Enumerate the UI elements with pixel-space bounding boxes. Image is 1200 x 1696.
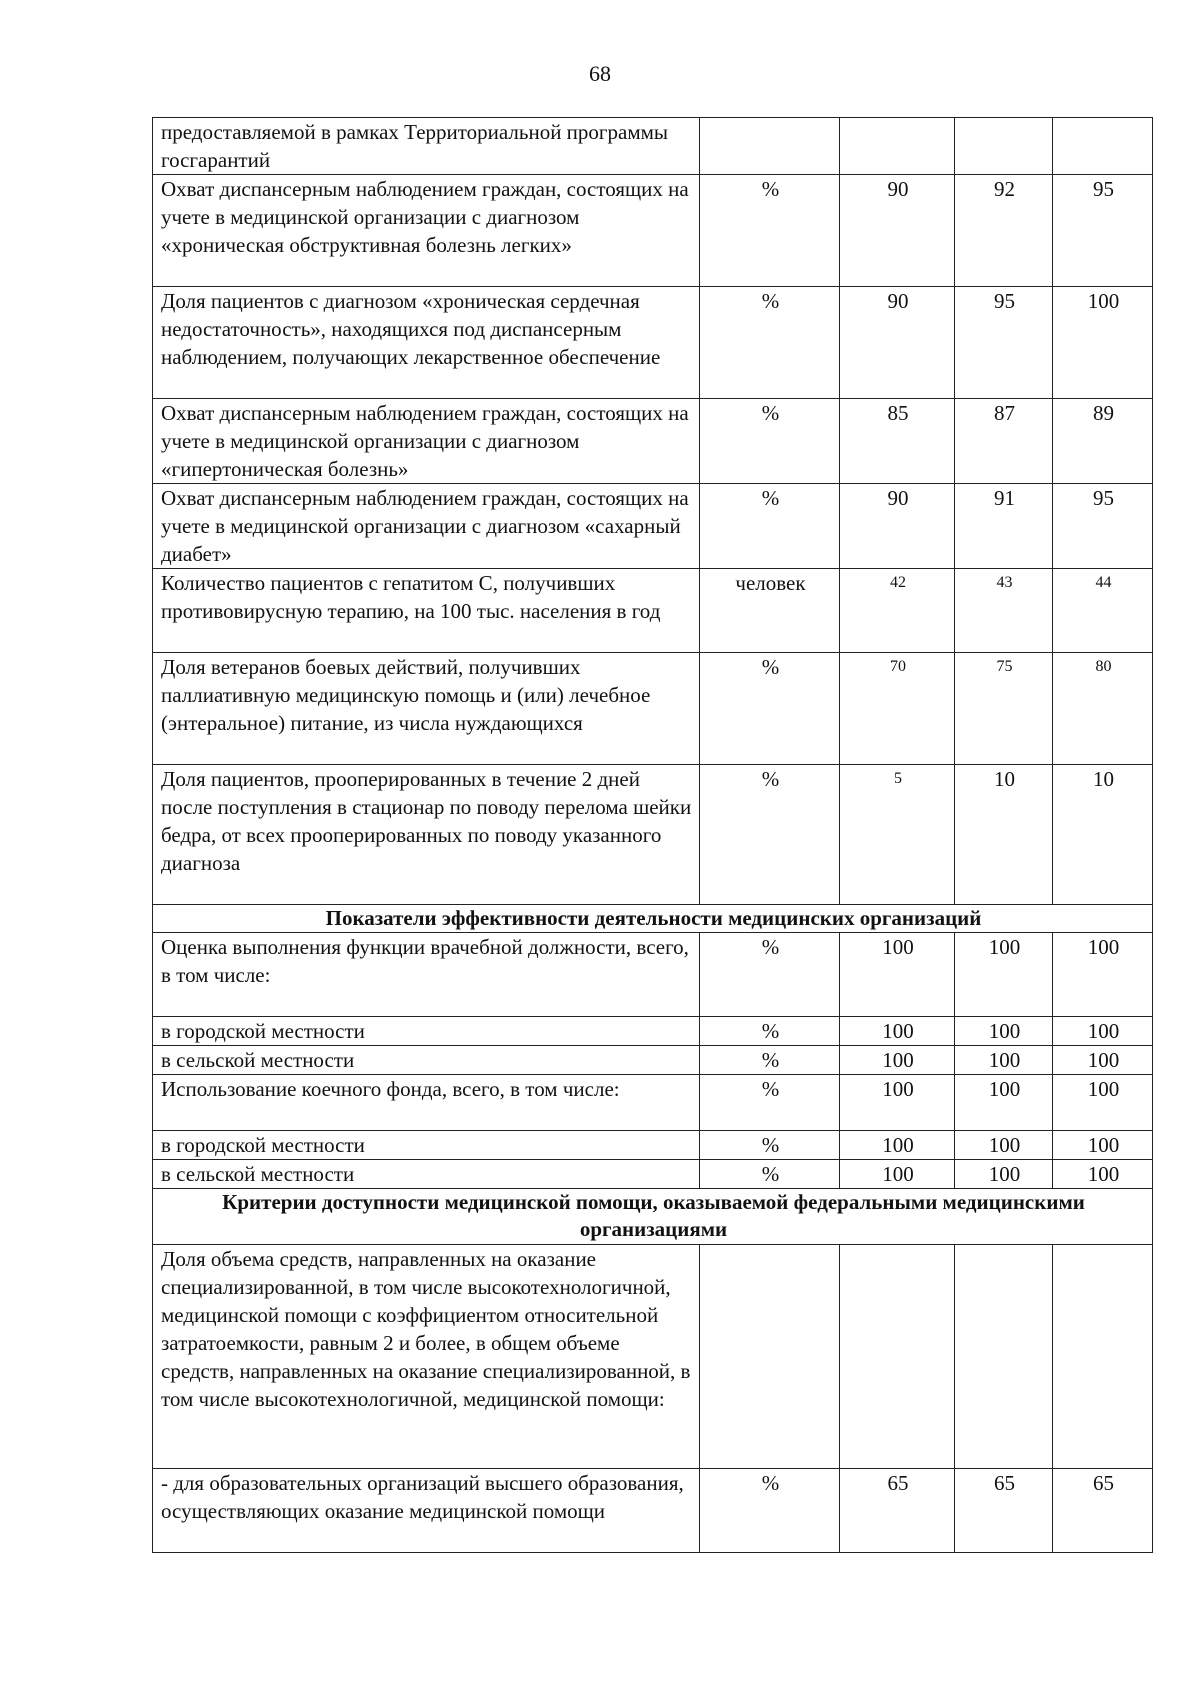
value-year-2: 100 xyxy=(955,1017,1053,1046)
value-year-1: 100 xyxy=(840,1075,955,1131)
value-year-3 xyxy=(1053,1245,1153,1469)
indicator-name: Охват диспансерным наблюдением граждан, состоящих на учете в медицинской организации с диагнозом «хроническая обструктивная болезнь легких» xyxy=(153,175,700,287)
indicator-unit: % xyxy=(700,765,840,905)
indicator-unit: % xyxy=(700,175,840,287)
indicators-table xyxy=(152,117,1153,1553)
table-row xyxy=(153,653,1153,765)
indicator-name: в городской местности xyxy=(153,1131,700,1160)
value-year-2: 95 xyxy=(955,287,1053,399)
indicator-unit: % xyxy=(700,653,840,765)
value-year-3: 95 xyxy=(1053,175,1153,287)
value-year-3: 100 xyxy=(1053,933,1153,1017)
section-header-row xyxy=(153,1189,1153,1245)
table-row xyxy=(153,1017,1153,1046)
value-year-1: 100 xyxy=(840,1046,955,1075)
section-title-efficiency: Показатели эффективности деятельности медицинских организаций xyxy=(153,905,1153,933)
table-row xyxy=(153,118,1153,175)
value-year-1: 100 xyxy=(840,1131,955,1160)
indicator-name: Доля объема средств, направленных на оказание специализированной, в том числе высокотехнологичной, медицинской помощи с коэффициентом относительной затратоемкости, равным 2 и более, в общем объеме средств, направленных на оказание специализированной, в том числе высокотехнологичной, медицинской помощи: xyxy=(153,1245,700,1469)
value-year-2: 65 xyxy=(955,1469,1053,1553)
value-year-2: 10 xyxy=(955,765,1053,905)
table-row xyxy=(153,287,1153,399)
value-year-1: 100 xyxy=(840,933,955,1017)
value-year-3: 100 xyxy=(1053,287,1153,399)
table-row xyxy=(153,1131,1153,1160)
table-row xyxy=(153,1160,1153,1189)
value-year-2 xyxy=(955,1245,1053,1469)
table-row xyxy=(153,765,1153,905)
indicator-name: Количество пациентов с гепатитом С, получивших противовирусную терапию, на 100 тыс. населения в год xyxy=(153,569,700,653)
section-header-row xyxy=(153,905,1153,933)
value-year-3: 80 xyxy=(1053,653,1153,765)
section-title-federal: Критерии доступности медицинской помощи, оказываемой федеральными медицинскими организациями xyxy=(153,1189,1153,1245)
indicator-unit: % xyxy=(700,399,840,484)
value-year-1: 70 xyxy=(840,653,955,765)
value-year-1: 100 xyxy=(840,1017,955,1046)
value-year-1 xyxy=(840,118,955,175)
value-year-1: 85 xyxy=(840,399,955,484)
indicator-unit: % xyxy=(700,287,840,399)
value-year-3: 100 xyxy=(1053,1160,1153,1189)
value-year-3: 100 xyxy=(1053,1046,1153,1075)
indicator-name: в сельской местности xyxy=(153,1046,700,1075)
indicator-name: предоставляемой в рамках Территориальной программы госгарантий xyxy=(153,118,700,175)
table-row xyxy=(153,175,1153,287)
value-year-2 xyxy=(955,118,1053,175)
indicator-name: Доля ветеранов боевых действий, получивших паллиативную медицинскую помощь и (или) лечебное (энтеральное) питание, из числа нуждающихся xyxy=(153,653,700,765)
value-year-1: 90 xyxy=(840,175,955,287)
value-year-3: 100 xyxy=(1053,1131,1153,1160)
table-row xyxy=(153,1075,1153,1131)
indicator-unit xyxy=(700,1245,840,1469)
indicator-name: Охват диспансерным наблюдением граждан, состоящих на учете в медицинской организации с диагнозом «гипертоническая болезнь» xyxy=(153,399,700,484)
value-year-1: 90 xyxy=(840,287,955,399)
indicator-unit: % xyxy=(700,1131,840,1160)
value-year-3: 44 xyxy=(1053,569,1153,653)
value-year-1: 65 xyxy=(840,1469,955,1553)
value-year-1: 90 xyxy=(840,484,955,569)
indicator-unit: человек xyxy=(700,569,840,653)
indicator-unit: % xyxy=(700,933,840,1017)
indicator-name: в городской местности xyxy=(153,1017,700,1046)
indicator-name: Использование коечного фонда, всего, в том числе: xyxy=(153,1075,700,1131)
value-year-3: 10 xyxy=(1053,765,1153,905)
indicator-name: Доля пациентов с диагнозом «хроническая сердечная недостаточность», находящихся под диспансерным наблюдением, получающих лекарственное обеспечение xyxy=(153,287,700,399)
indicator-unit: % xyxy=(700,1017,840,1046)
indicator-name: Оценка выполнения функции врачебной должности, всего, в том числе: xyxy=(153,933,700,1017)
value-year-1 xyxy=(840,1245,955,1469)
indicator-name: в сельской местности xyxy=(153,1160,700,1189)
value-year-1: 5 xyxy=(840,765,955,905)
table-row xyxy=(153,484,1153,569)
indicator-unit: % xyxy=(700,1160,840,1189)
indicator-name: Охват диспансерным наблюдением граждан, состоящих на учете в медицинской организации с диагнозом «сахарный диабет» xyxy=(153,484,700,569)
value-year-2: 43 xyxy=(955,569,1053,653)
value-year-2: 100 xyxy=(955,1131,1053,1160)
indicator-unit: % xyxy=(700,1075,840,1131)
value-year-2: 92 xyxy=(955,175,1053,287)
table-row xyxy=(153,399,1153,484)
value-year-2: 100 xyxy=(955,933,1053,1017)
table-row xyxy=(153,933,1153,1017)
value-year-3: 100 xyxy=(1053,1075,1153,1131)
table-row xyxy=(153,1046,1153,1075)
value-year-3: 65 xyxy=(1053,1469,1153,1553)
value-year-2: 100 xyxy=(955,1160,1053,1189)
value-year-2: 100 xyxy=(955,1046,1053,1075)
value-year-3 xyxy=(1053,118,1153,175)
value-year-1: 100 xyxy=(840,1160,955,1189)
value-year-3: 89 xyxy=(1053,399,1153,484)
indicator-unit: % xyxy=(700,1469,840,1553)
value-year-3: 100 xyxy=(1053,1017,1153,1046)
indicator-unit xyxy=(700,118,840,175)
value-year-3: 95 xyxy=(1053,484,1153,569)
table-row xyxy=(153,569,1153,653)
table-row xyxy=(153,1245,1153,1469)
page-number: 68 xyxy=(589,61,611,86)
value-year-2: 87 xyxy=(955,399,1053,484)
indicator-unit: % xyxy=(700,1046,840,1075)
indicator-name: - для образовательных организаций высшего образования, осуществляющих оказание медицинской помощи xyxy=(153,1469,700,1553)
value-year-2: 75 xyxy=(955,653,1053,765)
value-year-2: 91 xyxy=(955,484,1053,569)
indicator-unit: % xyxy=(700,484,840,569)
value-year-1: 42 xyxy=(840,569,955,653)
value-year-2: 100 xyxy=(955,1075,1053,1131)
table-row xyxy=(153,1469,1153,1553)
indicator-name: Доля пациентов, прооперированных в течение 2 дней после поступления в стационар по поводу перелома шейки бедра, от всех прооперированных по поводу указанного диагноза xyxy=(153,765,700,905)
